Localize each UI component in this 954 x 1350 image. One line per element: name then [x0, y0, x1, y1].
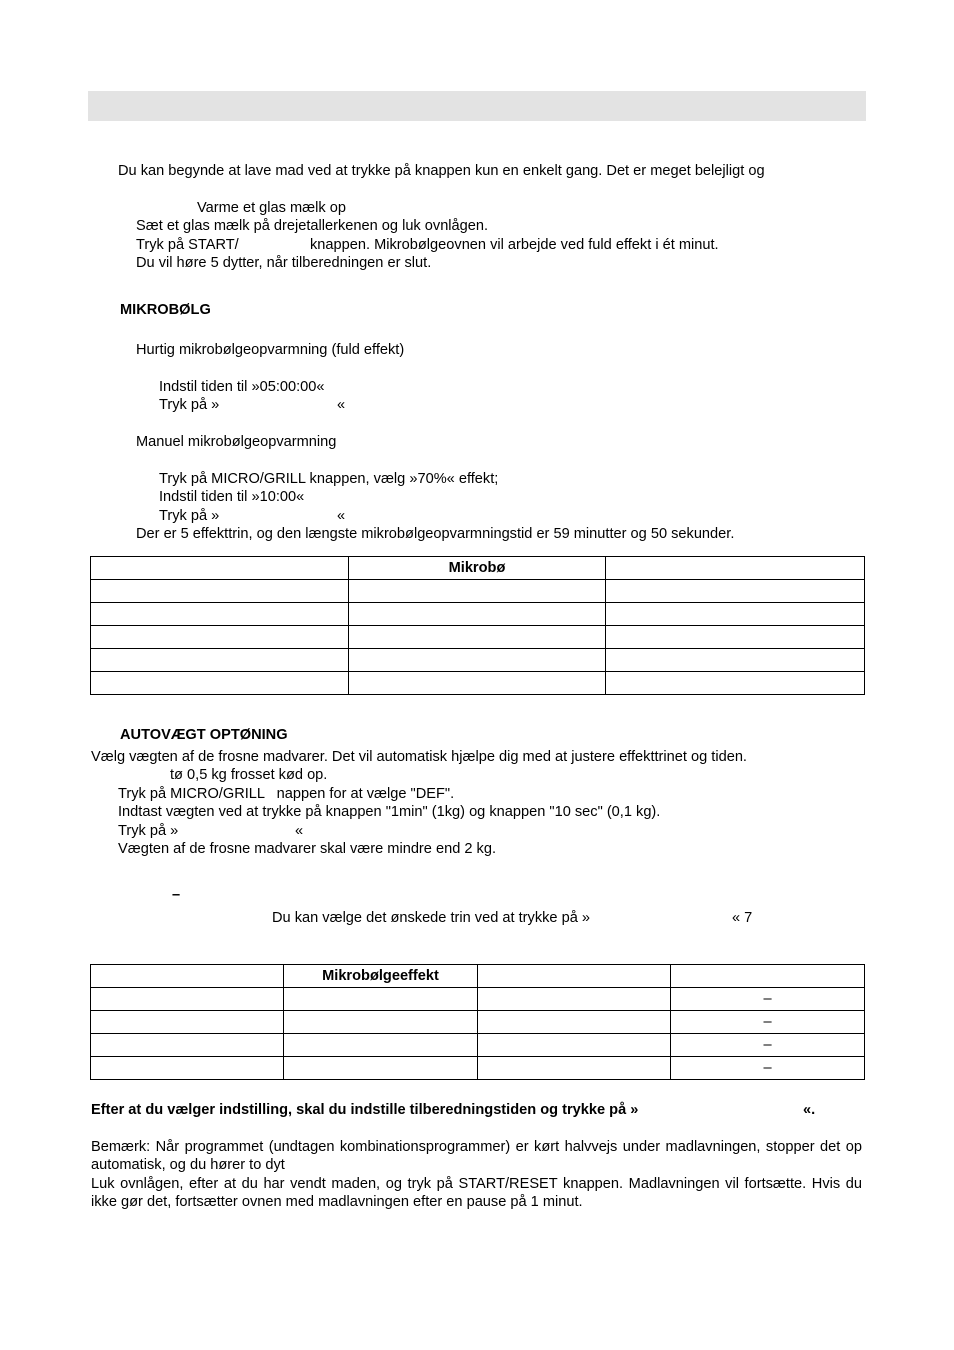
table-row [91, 580, 865, 603]
combo-dash: – [172, 887, 181, 903]
table-header-cell [91, 965, 284, 988]
table-cell [349, 626, 606, 649]
table-header-row [91, 557, 865, 580]
table-cell [478, 1034, 671, 1057]
table-header-cell [478, 965, 671, 988]
table-cell [349, 603, 606, 626]
table-cell [91, 988, 284, 1011]
table-cell [91, 1034, 284, 1057]
table-cell [478, 988, 671, 1011]
table-cell [349, 649, 606, 672]
combo-line-b: « 7 [732, 910, 753, 926]
table-cell [606, 580, 865, 603]
table-header-cell: Mikrobø [349, 557, 606, 580]
table-row [91, 649, 865, 672]
table-cell [478, 1057, 671, 1080]
auto-heading: AUTOVÆGT OPTØNING [120, 727, 288, 743]
table-cell [91, 649, 349, 672]
table-cell [606, 626, 865, 649]
note-paragraph-1: Bemærk: Når programmet (undtagen kombinationsprogrammer) er kørt halvvejs under madlavningen, stopper det op automatisk, og du hører to dyt [91, 1139, 862, 1173]
intro-step-1: Sæt et glas mælk på drejetallerkenen og luk ovnlågen. [136, 218, 489, 234]
intro-step-3: Du vil høre 5 dytter, når tilberedningen er slut. [136, 255, 432, 271]
table-row [91, 1034, 865, 1057]
manual-title: Manuel mikrobølgeopvarmning [136, 434, 337, 450]
table-cell [606, 603, 865, 626]
auto-line: Vælg vægten af de frosne madvarer. Det vil automatisk hjælpe dig med at justere effekttrinet og tiden. [91, 749, 747, 765]
auto-step-2: Indtast vægten ved at trykke på knappen "1min" (1kg) og knappen "10 sec" (0,1 kg). [118, 804, 661, 820]
auto-step-4: Vægten af de frosne madvarer skal være mindre end 2 kg. [118, 841, 497, 857]
combo-line-a: Du kan vælge det ønskede trin ved at trykke på » [272, 910, 590, 926]
table-header-cell [671, 965, 865, 988]
table-cell [284, 988, 478, 1011]
table-cell [284, 1011, 478, 1034]
table-cell [91, 626, 349, 649]
table-cell [91, 1057, 284, 1080]
table-row [91, 603, 865, 626]
table-cell [606, 672, 865, 695]
footer-bold-line-b: «. [803, 1102, 816, 1118]
intro-step-2b: knappen. Mikrobølgeovnen vil arbejde ved fuld effekt i ét minut. [310, 237, 719, 253]
table-cell [349, 672, 606, 695]
table-cell: – [671, 1034, 865, 1057]
quick-step-2a: Tryk på » [159, 397, 220, 413]
table-header-cell [606, 557, 865, 580]
intro-step-2a: Tryk på START/ [136, 237, 239, 253]
table-cell [91, 672, 349, 695]
table-cell [284, 1034, 478, 1057]
power-table [90, 556, 865, 695]
auto-step-3b: « [295, 823, 304, 839]
manual-step-3a: Tryk på » [159, 508, 220, 524]
quick-step-1: Indstil tiden til »05:00:00« [159, 379, 325, 395]
manual-step-1: Tryk på MICRO/GRILL knappen, vælg »70%« effekt; [159, 471, 499, 487]
table-cell [91, 603, 349, 626]
table-cell [284, 1057, 478, 1080]
table-cell [606, 649, 865, 672]
manual-step-2: Indstil tiden til »10:00« [159, 489, 305, 505]
intro-line: Du kan begynde at lave mad ved at trykke på knappen kun en enkelt gang. Det er meget belejligt og [118, 163, 765, 179]
table-cell [91, 580, 349, 603]
table-cell: – [671, 1011, 865, 1034]
table-row [91, 626, 865, 649]
table-cell: – [671, 1057, 865, 1080]
manual-step-3b: « [337, 508, 346, 524]
table-cell [478, 1011, 671, 1034]
table-row [91, 1011, 865, 1034]
note-paragraph-2: Luk ovnlågen, efter at du har vendt maden, og tryk på START/RESET knappen. Madlavningen vil fortsætte. Hvis du ikke gør det, fortsætter ovnen med madlavningen efter en pause på 1 minut. [91, 1176, 862, 1210]
auto-step-1: Tryk på MICRO/GRILL nappen for at vælge "DEF". [118, 786, 455, 802]
auto-step-3a: Tryk på » [118, 823, 179, 839]
table-header-cell: Mikrobølgeeffekt [284, 965, 478, 988]
combo-table [90, 964, 865, 1080]
section-header-band [88, 91, 866, 121]
table-cell [91, 1011, 284, 1034]
table-row [91, 1057, 865, 1080]
footer-bold-line-a: Efter at du vælger indstilling, skal du indstille tilberedningstiden og trykke på » [91, 1102, 639, 1118]
table-row [91, 988, 865, 1011]
quick-title: Hurtig mikrobølgeopvarmning (fuld effekt) [136, 342, 405, 358]
table-cell [349, 580, 606, 603]
quick-step-2b: « [337, 397, 346, 413]
table-header-row [91, 965, 865, 988]
table-row [91, 672, 865, 695]
example-title: Varme et glas mælk op [197, 200, 346, 216]
micro-note: Der er 5 effekttrin, og den længste mikrobølgeopvarmningstid er 59 minutter og 50 sekunder. [136, 526, 735, 542]
auto-example: tø 0,5 kg frosset kød op. [170, 767, 328, 783]
table-cell: – [671, 988, 865, 1011]
micro-heading: MIKROBØLG [120, 302, 211, 318]
table-header-cell [91, 557, 349, 580]
